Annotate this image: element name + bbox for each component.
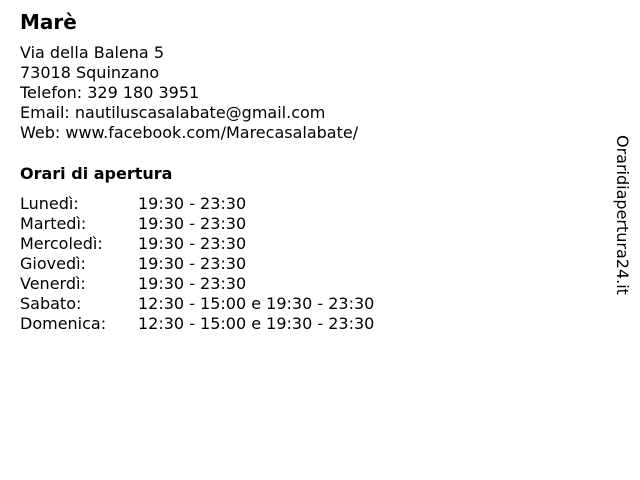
email-line: Email: nautiluscasalabate@gmail.com: [20, 103, 326, 122]
hours-time: 19:30 - 23:30: [138, 254, 247, 273]
address-line-1: Via della Balena 5: [20, 43, 164, 62]
hours-time: 19:30 - 23:30: [138, 214, 247, 233]
hours-day: Giovedì:: [20, 254, 86, 273]
hours-time: 19:30 - 23:30: [138, 194, 247, 213]
hours-time: 19:30 - 23:30: [138, 234, 247, 253]
hours-time: 12:30 - 15:00 e 19:30 - 23:30: [138, 294, 375, 313]
hours-day: Venerdì:: [20, 274, 86, 293]
address-line-2: 73018 Squinzano: [20, 63, 160, 82]
site-watermark: Oraridiapertura24.it: [613, 135, 632, 295]
hours-title: Orari di apertura: [20, 164, 173, 183]
hours-time: 12:30 - 15:00 e 19:30 - 23:30: [138, 314, 375, 333]
hours-day: Sabato:: [20, 294, 82, 313]
hours-day: Domenica:: [20, 314, 107, 333]
phone-line: Telefon: 329 180 3951: [20, 83, 200, 102]
hours-day: Lunedì:: [20, 194, 79, 213]
business-name: Marè: [20, 10, 77, 34]
hours-day: Martedì:: [20, 214, 87, 233]
hours-time: 19:30 - 23:30: [138, 274, 247, 293]
web-line: Web: www.facebook.com/Marecasalabate/: [20, 123, 359, 142]
hours-day: Mercoledì:: [20, 234, 103, 253]
contact-info: [20, 43, 358, 143]
